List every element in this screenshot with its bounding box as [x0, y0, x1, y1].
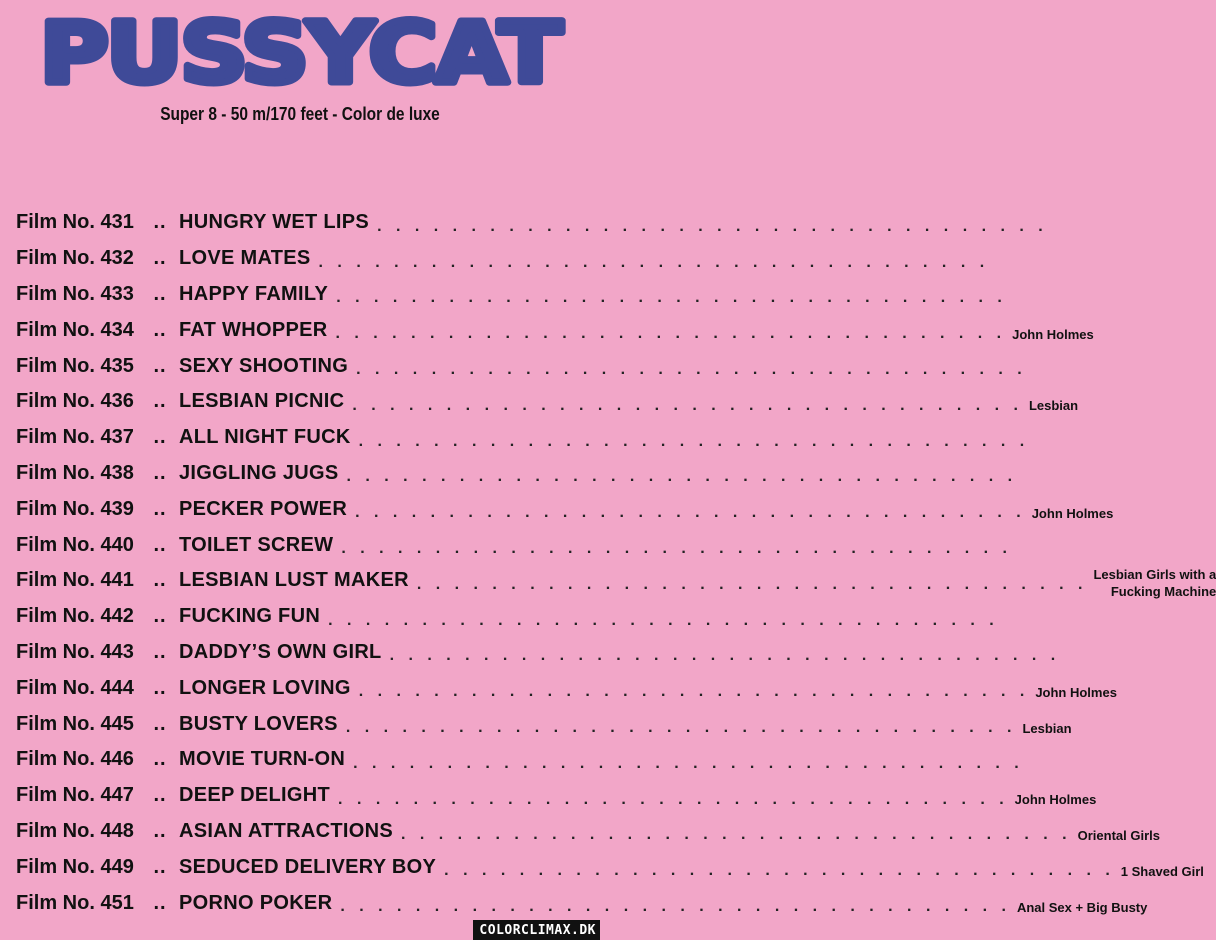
leader-separator: ..: [153, 891, 167, 914]
film-note: John Holmes: [1035, 684, 1117, 700]
film-row: [16, 814, 1160, 850]
leader-separator: ..: [153, 712, 167, 735]
leader-separator: ..: [153, 390, 167, 413]
leader-separator: ..: [153, 211, 167, 234]
dot-leader: . . . . . . . . . . . . . . . . . . . . . . . . . . . . . . . . . . . .: [335, 325, 1007, 343]
film-title: FAT WHOPPER: [179, 318, 328, 341]
leader-separator: ..: [153, 533, 167, 556]
dot-leader: . . . . . . . . . . . . . . . . . . . . . . . . . . . . . . . . . . . .: [352, 396, 1023, 414]
film-row: [16, 670, 1117, 706]
dot-leader: . . . . . . . . . . . . . . . . . . . . . . . . . . . . . . . . . . . .: [389, 647, 1061, 665]
leader-separator: ..: [153, 748, 167, 771]
film-number: Film No. 437: [16, 426, 134, 449]
film-title: ALL NIGHT FUCK: [179, 426, 351, 449]
film-row: [16, 635, 1061, 671]
film-number: Film No. 444: [16, 676, 134, 699]
dot-leader: . . . . . . . . . . . . . . . . . . . . . . . . . . . . . . . . . . . .: [377, 217, 1048, 235]
leader-separator: ..: [153, 676, 167, 699]
leader-separator: ..: [153, 282, 167, 305]
film-title: SEXY SHOOTING: [179, 354, 349, 377]
dot-leader: . . . . . . . . . . . . . . . . . . . . . . . . . . . . . . . . . . . .: [318, 253, 990, 271]
leader-separator: ..: [153, 605, 167, 628]
film-number: Film No. 446: [16, 748, 134, 771]
film-number: Film No. 440: [16, 533, 134, 556]
leader-separator: ..: [153, 819, 167, 842]
film-row: [16, 491, 1114, 527]
film-title: TOILET SCREW: [179, 533, 334, 556]
film-number: Film No. 436: [16, 390, 134, 413]
film-note-line: Lesbian Girls with a: [1093, 566, 1216, 582]
film-title: ASIAN ATTRACTIONS: [179, 819, 393, 842]
film-number: Film No. 449: [16, 855, 134, 878]
film-row: [16, 420, 1030, 456]
film-row: [16, 348, 1027, 384]
film-row: [16, 241, 990, 277]
film-note: Lesbian: [1022, 720, 1072, 736]
dot-leader: . . . . . . . . . . . . . . . . . . . . . . . . . . . . . . . . . . . .: [345, 719, 1017, 737]
leader-separator: ..: [153, 855, 167, 878]
watermark-label: COLORCLIMAX.DK: [473, 920, 600, 940]
leader-separator: ..: [153, 569, 167, 592]
film-title: HUNGRY WET LIPS: [179, 211, 370, 234]
film-note: John Holmes: [1031, 505, 1114, 521]
film-row: [16, 599, 999, 635]
film-number: Film No. 451: [16, 891, 134, 914]
film-number: Film No. 432: [16, 247, 134, 270]
film-title: SEDUCED DELIVERY BOY: [179, 855, 437, 878]
film-row: [16, 205, 1048, 241]
film-row: [16, 456, 1018, 492]
film-row: [16, 849, 1204, 885]
film-title: MOVIE TURN-ON: [179, 748, 346, 771]
film-number: Film No. 439: [16, 497, 134, 520]
film-number: Film No. 441: [16, 569, 134, 592]
film-title: LESBIAN PICNIC: [179, 390, 345, 413]
dot-leader: . . . . . . . . . . . . . . . . . . . . . . . . . . . . . . . . . . . .: [336, 289, 1007, 307]
leader-separator: ..: [153, 497, 167, 520]
film-title: JIGGLING JUGS: [179, 461, 339, 484]
film-number: Film No. 435: [16, 354, 134, 377]
film-number: Film No. 445: [16, 712, 134, 735]
format-subtitle: Super 8 - 50 m/170 feet - Color de luxe: [160, 104, 440, 124]
film-row: [16, 527, 1012, 563]
film-note: Oriental Girls: [1077, 827, 1160, 843]
film-list: [16, 205, 1216, 921]
dot-leader: . . . . . . . . . . . . . . . . . . . . . . . . . . . . . . . . . . . .: [346, 468, 1018, 486]
dot-leader: . . . . . . . . . . . . . . . . . . . . . . . . . . . . . . . . . . . .: [400, 826, 1072, 844]
film-note: 1 Shaved Girl: [1120, 863, 1204, 879]
film-row: [16, 384, 1079, 420]
leader-separator: ..: [153, 640, 167, 663]
dot-leader: . . . . . . . . . . . . . . . . . . . . . . . . . . . . . . . . . . . .: [356, 361, 1027, 379]
film-title: PECKER POWER: [179, 497, 348, 520]
leader-separator: ..: [153, 354, 167, 377]
film-number: Film No. 433: [16, 282, 134, 305]
film-note: Anal Sex + Big Busty: [1016, 899, 1148, 915]
film-number: Film No. 431: [16, 211, 134, 234]
film-title: LONGER LOVING: [179, 676, 351, 699]
dot-leader: . . . . . . . . . . . . . . . . . . . . . . . . . . . . . . . . . . . .: [358, 683, 1030, 701]
leader-separator: ..: [153, 426, 167, 449]
film-note: [1093, 566, 1216, 600]
film-number: Film No. 438: [16, 461, 134, 484]
film-number: Film No. 434: [16, 318, 134, 341]
film-title: HAPPY FAMILY: [179, 282, 329, 305]
film-title: PORNO POKER: [179, 891, 333, 914]
film-title: LESBIAN LUST MAKER: [179, 569, 409, 592]
film-row: [16, 778, 1097, 814]
dot-leader: . . . . . . . . . . . . . . . . . . . . . . . . . . . . . . . . . . . .: [341, 540, 1012, 558]
film-title: DEEP DELIGHT: [179, 784, 331, 807]
dot-leader: . . . . . . . . . . . . . . . . . . . . . . . . . . . . . . . . . . . .: [358, 432, 1030, 450]
film-note: Lesbian: [1028, 398, 1079, 414]
film-row: [16, 277, 1007, 313]
film-row: [16, 706, 1072, 742]
film-row: [16, 885, 1148, 921]
dot-leader: . . . . . . . . . . . . . . . . . . . . . . . . . . . . . . . . . . . .: [340, 898, 1011, 916]
leader-separator: ..: [153, 318, 167, 341]
leader-separator: ..: [153, 461, 167, 484]
brand-logo-text: PUSSYCAT: [40, 4, 562, 102]
film-note: John Holmes: [1014, 792, 1097, 808]
leader-separator: ..: [153, 247, 167, 270]
film-title: BUSTY LOVERS: [179, 712, 338, 735]
film-row: [16, 312, 1094, 348]
film-number: Film No. 442: [16, 605, 134, 628]
film-note: John Holmes: [1012, 326, 1094, 342]
film-row: [16, 742, 1024, 778]
film-note-line: Fucking Machine: [1110, 583, 1216, 599]
film-number: Film No. 447: [16, 784, 134, 807]
dot-leader: . . . . . . . . . . . . . . . . . . . . . . . . . . . . . . . . . . . .: [353, 754, 1024, 772]
film-title: LOVE MATES: [179, 247, 311, 270]
dot-leader: . . . . . . . . . . . . . . . . . . . . . . . . . . . . . . . . . . . .: [338, 790, 1009, 808]
film-title: FUCKING FUN: [179, 605, 321, 628]
brand-logo: [0, 2, 600, 102]
dot-leader: . . . . . . . . . . . . . . . . . . . . . . . . . . . . . . . . . . . .: [416, 575, 1088, 593]
film-title: DADDY’S OWN GIRL: [179, 640, 382, 663]
dot-leader: . . . . . . . . . . . . . . . . . . . . . . . . . . . . . . . . . . . .: [328, 611, 999, 629]
film-row: [16, 563, 1216, 599]
film-number: Film No. 448: [16, 819, 134, 842]
dot-leader: . . . . . . . . . . . . . . . . . . . . . . . . . . . . . . . . . . . .: [355, 504, 1026, 522]
dot-leader: . . . . . . . . . . . . . . . . . . . . . . . . . . . . . . . . . . . .: [444, 862, 1115, 880]
leader-separator: ..: [153, 784, 167, 807]
film-number: Film No. 443: [16, 640, 134, 663]
